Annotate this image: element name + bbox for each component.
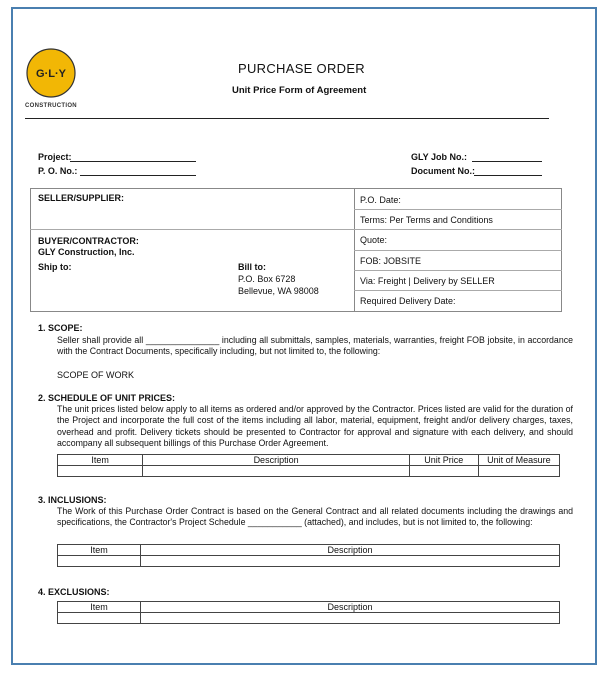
gly-logo: [26, 48, 76, 98]
logo-subtitle: CONSTRUCTION: [25, 103, 77, 109]
table-header-row: [58, 455, 560, 466]
page-title: PURCHASE ORDER: [238, 61, 365, 76]
scope-heading: 1. SCOPE:: [38, 323, 83, 333]
schedule-text: The unit prices listed below apply to all items as ordered and/or approved by the Contractor. Prices listed are valid for the duration of the Project and incorporate the full cost of the items including all labor, material, equipment, freight and/or delivery charges, taxes, overhead and profit. Delivery tickets should be presented to Contractor for approval and signature with each delivery, and should accompany all subsequent billings of this Purchase Order Agreement.: [57, 404, 573, 449]
seller-buyer-divider: [30, 229, 354, 230]
terms-field[interactable]: Terms: Per Terms and Conditions: [360, 215, 493, 225]
po-date-field[interactable]: P.O. Date:: [360, 195, 401, 205]
seller-label: SELLER/SUPPLIER:: [38, 193, 125, 203]
col-item: Item: [58, 545, 141, 556]
col-unit-price: Unit Price: [409, 455, 478, 466]
job-number-label: GLY Job No.:: [411, 152, 468, 162]
exclusions-heading: 4. EXCLUSIONS:: [38, 587, 110, 597]
bill-to-label: Bill to:: [238, 262, 266, 272]
delivery-date-field[interactable]: Required Delivery Date:: [360, 296, 456, 306]
inclusions-heading: 3. INCLUSIONS:: [38, 495, 107, 505]
unit-prices-table: [57, 454, 560, 477]
po-number-label: P. O. No.:: [38, 166, 78, 176]
scope-text: Seller shall provide all _______________ including all submittals, samples, materials, warranties, freight FOB jobsite, in accordance with the Contract Documents, specifically including, but not limited to, the following:: [57, 335, 573, 357]
document-number-field[interactable]: [474, 175, 542, 176]
inclusions-table: [57, 544, 560, 567]
col-description: Description: [143, 455, 409, 466]
col-description: Description: [141, 602, 560, 613]
bill-to-line2: Bellevue, WA 98008: [238, 286, 319, 296]
bill-to-line1: P.O. Box 6728: [238, 274, 296, 284]
ship-to-label: Ship to:: [38, 262, 72, 272]
exclusions-table: [57, 601, 560, 624]
schedule-heading: 2. SCHEDULE OF UNIT PRICES:: [38, 393, 176, 403]
project-label: Project:: [38, 152, 72, 162]
col-item: Item: [58, 455, 143, 466]
inclusions-text: The Work of this Purchase Order Contract is based on the General Contract and all related documents including the drawings and specifications, the Contractor's Project Schedule ___________ (attached), and includes, but is not limited to, the following:: [57, 506, 573, 528]
project-field[interactable]: [70, 161, 196, 162]
header-divider: [25, 118, 549, 119]
quote-field[interactable]: Quote:: [360, 235, 388, 245]
po-number-field[interactable]: [80, 175, 196, 176]
table-row: [58, 613, 560, 624]
document-number-label: Document No.:: [411, 166, 475, 176]
via-field[interactable]: Via: Freight | Delivery by SELLER: [360, 276, 495, 286]
table-header-row: [58, 545, 560, 556]
buyer-label: BUYER/CONTRACTOR:: [38, 236, 139, 246]
table-row: [58, 466, 560, 477]
table-row: [58, 556, 560, 567]
page-subtitle: Unit Price Form of Agreement: [232, 85, 367, 96]
job-number-field[interactable]: [472, 161, 542, 162]
logo-text: G·L·Y: [36, 68, 66, 80]
fob-field[interactable]: FOB: JOBSITE: [360, 256, 422, 266]
col-unit-measure: Unit of Measure: [478, 455, 559, 466]
scope-of-work: SCOPE OF WORK: [57, 370, 135, 380]
col-description: Description: [141, 545, 560, 556]
col-item: Item: [58, 602, 141, 613]
table-header-row: [58, 602, 560, 613]
buyer-name: GLY Construction, Inc.: [38, 247, 135, 257]
